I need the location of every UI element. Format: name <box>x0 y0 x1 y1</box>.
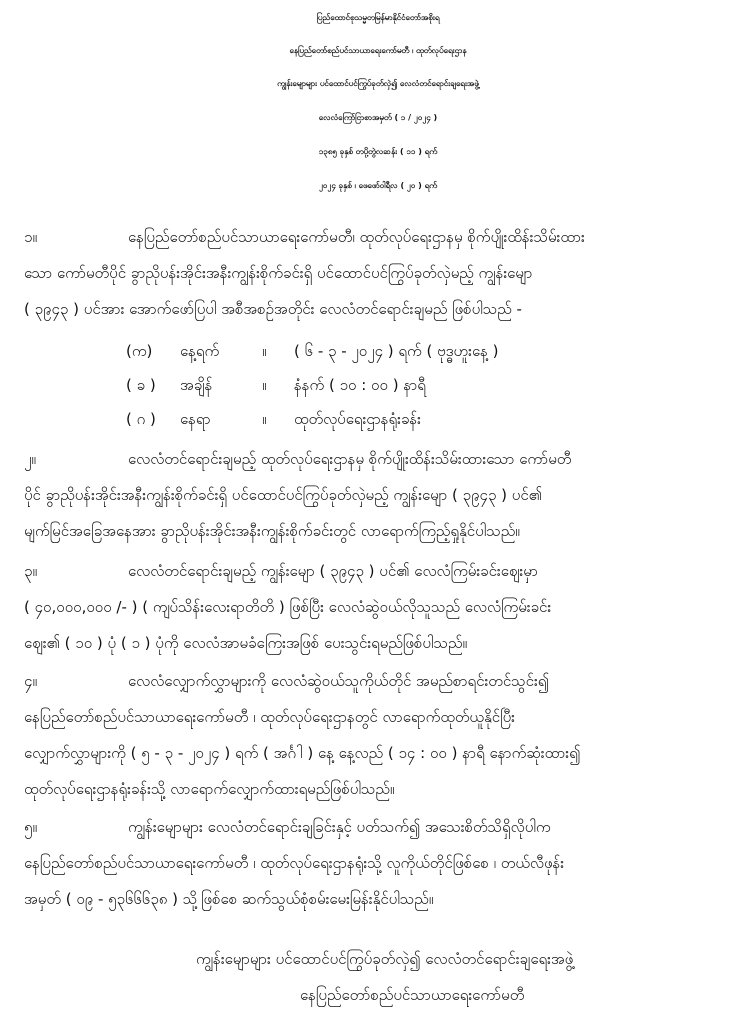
paragraph-4-line: ထုတ်လုပ်ရေးဌာနရုံးခန်းသို့ လာရောက်လျှောက်ထားရမည်ဖြစ်ပါသည်။ <box>24 780 395 798</box>
paragraph-5-line: ကျွန်းမျောများ လေလံတင်ရောင်းချခြင်းနှင့် ပတ်သက်၍ အသေးစိတ်သိရှိလိုပါက <box>128 818 551 836</box>
committee-title: ကျွန်းမျောများ ပင်ထောင်ပင်ကြွပ်ခုတ်လှဲ၍ လေလံတင်ရောင်းချရေးအဖွဲ့ <box>277 79 479 88</box>
paragraph-3-line: ( ၄၀,၀၀၀,၀၀၀ /- ) ( ကျပ်သိန်းလေးရာတိတိ ) ဖြစ်ပြီး လေလံဆွဲဝယ်လိုသူသည် လေလံကြမ်းခင်း <box>24 598 552 616</box>
schedule-value: ထုတ်လုပ်ရေးဌာနရုံးခန်း <box>294 410 421 428</box>
signature-organization: နေပြည်တော်စည်ပင်သာယာရေးကော်မတီ <box>300 986 525 1004</box>
schedule-label: နေ့ရက် <box>180 342 220 360</box>
schedule-value: ( ၆ - ၃ - ၂၀၂၄ ) ရက် ( ဗုဒ္ဓဟူးနေ့ ) <box>294 342 499 360</box>
announcement-number: လေလံကြော်ငြာစာအမှတ် ( ၁ / ၂၀၂၄ ) <box>318 113 438 122</box>
paragraph-1-line: ( ၃၉၄၃ ) ပင်အား အောက်ဖော်ပြပါ အစီအစဉ်အတိုင်း လေလံတင်ရောင်းချမည် ဖြစ်ပါသည် - <box>24 300 522 318</box>
schedule-separator: ။ <box>262 410 267 428</box>
paragraph-4-line: လေလံလျှောက်လွှာများကို လေလံဆွဲဝယ်သူကိုယ်တိုင် အမည်စာရင်းတင်သွင်း၍ <box>128 672 550 690</box>
schedule-key: ( ဂ ) <box>126 410 156 428</box>
schedule-value: နံနက် ( ၁၀ : ၀၀ ) နာရီ <box>294 376 426 394</box>
paragraph-1-line: သော ကော်မတီပိုင် ခွာညိုပန်းအိုင်းအနီးကျွန်းစိုက်ခင်းရှိ ပင်ထောင်ပင်ကြွပ်ခုတ်လှဲမည့် ကျွန်းမျော <box>24 264 533 282</box>
paragraph-1-line: နေပြည်တော်စည်ပင်သာယာရေးကော်မတီ၊ ထုတ်လုပ်ရေးဌာနမှ စိုက်ပျိုးထိန်းသိမ်းထား <box>128 228 585 246</box>
paragraph-3-number: ၃။ <box>24 562 37 580</box>
schedule-separator: ။ <box>262 342 267 360</box>
paragraph-1-number: ၁။ <box>24 228 37 246</box>
paragraph-5-line: နေပြည်တော်စည်ပင်သာယာရေးကော်မတီ ၊ ထုတ်လုပ်ရေးဌာနရုံးသို့ လူကိုယ်တိုင်ဖြစ်စေ ၊ တယ်လီဖုန်း <box>24 854 565 872</box>
schedule-label: နေရာ <box>180 410 211 428</box>
paragraph-4-number: ၄။ <box>24 672 37 690</box>
paragraph-2-number: ၂။ <box>24 450 36 468</box>
paragraph-2-line: လေလံတင်ရောင်းချမည့် ထုတ်လုပ်ရေးဌာနမှ စိုက်ပျိုးထိန်းသိမ်းထားသော ကော်မတီ <box>128 450 572 468</box>
myanmar-date: ၁၃၈၅ ခုနှစ် တပို့တွဲလဆန်း ( ၁၁ ) ရက် <box>318 147 438 156</box>
paragraph-2-line: ပိုင် ခွာညိုပန်းအိုင်းအနီးကျွန်းစိုက်ခင်းရှိ ပင်ထောင်ပင်ကြွပ်ခုတ်လှဲမည့် ကျွန်းမျော ( ၃၉၄၃ ) ပင်၏ <box>24 486 543 504</box>
paragraph-2-line: မျက်မြင်အခြေအနေအား ခွာညိုပန်းအိုင်းအနီးကျွန်းစိုက်ခင်းတွင် လာရောက်ကြည့်ရှုနိုင်ပါသည်။ <box>24 522 520 540</box>
schedule-key: (က) <box>126 342 153 360</box>
government-title: ပြည်ထောင်စုသမ္မတမြန်မာနိုင်ငံတော်အစိုးရ <box>316 13 440 22</box>
schedule-separator: ။ <box>262 376 267 394</box>
gregorian-date: ၂၀၂၄ ခုနှစ် ၊ ဖေဖော်ဝါရီလ ( ၂၀ ) ရက် <box>318 181 437 190</box>
paragraph-3-line: ဈေး၏ ( ၁၀ ) ပုံ ( ၁ ) ပုံကို လေလံအာမခံကြေးအဖြစ် ပေးသွင်းရမည်ဖြစ်ပါသည်။ <box>24 634 468 652</box>
paragraph-3-line: လေလံတင်ရောင်းချမည့် ကျွန်းမျော ( ၃၉၄၃ ) ပင်၏ လေလံကြမ်းခင်းဈေးမှာ <box>128 562 538 580</box>
schedule-label: အချိန် <box>180 376 213 394</box>
department-title: နေပြည်တော်စည်ပင်သာယာရေးကော်မတီ ၊ ထုတ်လုပ်ရေးဌာန <box>289 46 467 55</box>
paragraph-5-line: အမှတ် ( ၀၉ - ၅၃၆၆၆၃၈ ) သို့ဖြစ်စေ ဆက်သွယ်စုံစမ်းမေးမြန်းနိုင်ပါသည်။ <box>24 890 434 908</box>
signature-committee: ကျွန်းမျောများ ပင်ထောင်ပင်ကြွပ်ခုတ်လှဲ၍ လေလံတင်ရောင်းချရေးအဖွဲ့ <box>196 950 574 968</box>
paragraph-4-line: နေပြည်တော်စည်ပင်သာယာရေးကော်မတီ ၊ ထုတ်လုပ်ရေးဌာနတွင် လာရောက်ထုတ်ယူနိုင်ပြီး <box>24 708 515 726</box>
paragraph-5-number: ၅။ <box>24 818 37 836</box>
schedule-key: ( ခ ) <box>126 376 156 394</box>
paragraph-4-line: လျှောက်လွှာများကို ( ၅ - ၃ - ၂၀၂၄ ) ရက် ( အင်္ဂါ ) နေ့ နေ့လည် ( ၁၄ : ၀၀ ) နာရီ နောက်ဆုံးထား၍ <box>24 744 581 762</box>
